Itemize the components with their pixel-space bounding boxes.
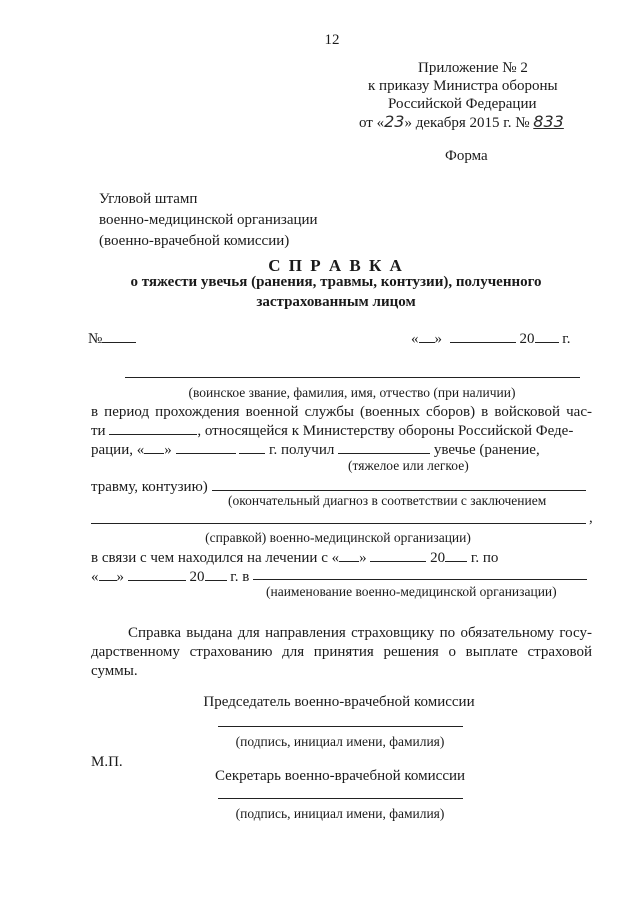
treatment-to-close: » [116, 569, 124, 585]
stamp-line-3: (военно-врачебной комиссии) [99, 233, 290, 249]
injury-type-label: увечье (ранение, [433, 442, 540, 458]
chairman-label: Председатель военно-врачебной комиссии [203, 694, 475, 710]
appendix-date-mid: » декабря 2015 г. № [404, 115, 530, 131]
year-prefix: 20 [519, 331, 535, 347]
year-blank [535, 330, 559, 343]
stamp-line-2: военно-медицинской организации [99, 212, 318, 228]
treatment-from-year-blank [445, 549, 467, 562]
chairman-signature-line [218, 726, 463, 727]
body-line-5-comma: , [589, 510, 593, 526]
military-unit-blank [109, 422, 197, 435]
injury-date-close: » [164, 442, 172, 458]
injury-month-blank [176, 441, 236, 454]
certificate-number-field [88, 330, 136, 349]
organization-blank-line [253, 579, 587, 580]
body-line-6 [91, 549, 498, 568]
secretary-signature-line [218, 798, 463, 799]
injury-date-open: рации, « [91, 442, 145, 458]
treatment-to-year-blank [205, 568, 227, 581]
day-blank [419, 330, 435, 343]
severity-blank [338, 441, 430, 454]
appendix-date-prefix: от « [359, 115, 385, 131]
treatment-to-open: « [91, 569, 99, 585]
caption-organization: (наименование военно-медицинской организации) [266, 584, 557, 599]
caption-vvk: (справкой) военно-медицинской организации) [205, 530, 471, 545]
page-number: 12 [324, 32, 340, 48]
treatment-place-label: г. в [230, 569, 250, 585]
caption-severity: (тяжелое или легкое) [348, 458, 469, 473]
certificate-date-field [411, 330, 570, 349]
seal-label: М.П. [91, 754, 123, 770]
appendix-line-2: к приказу Министра обороны [368, 78, 558, 94]
paragraph-line-2: дарственному страхованию для принятия решения о выплате страховой [91, 644, 592, 660]
number-blank [102, 330, 136, 343]
body-line-2-start: ти [91, 423, 106, 439]
year-suffix: г. [562, 331, 571, 347]
paragraph-line-3: суммы. [91, 663, 138, 679]
treatment-from-day-blank [339, 549, 359, 562]
caption-diagnosis: (окончательный диагноз в соответствии с заключением [228, 493, 547, 508]
paragraph-line-1: Справка выдана для направления страховщику по обязательному госу- [128, 625, 592, 641]
treatment-from-label: в связи с чем находился на лечении с « [91, 550, 340, 566]
month-blank [450, 330, 516, 343]
date-open-quote: « [411, 331, 419, 347]
treatment-from-close: » [359, 550, 367, 566]
treatment-from-month-blank [370, 549, 426, 562]
handwritten-day: 23 [384, 112, 405, 131]
person-blank-line [125, 377, 580, 378]
secretary-label: Секретарь военно-врачебной комиссии [214, 768, 466, 784]
body-line-2-end: , относящейся к Министерству обороны Российской Феде- [197, 423, 574, 439]
treatment-to-year-prefix: 20 [189, 569, 205, 585]
secretary-caption: (подпись, инициал имени, фамилия) [235, 806, 445, 821]
handwritten-order-number: 833 [533, 112, 564, 131]
treatment-to-day-blank [99, 568, 117, 581]
corner-stamp [99, 189, 318, 252]
treatment-from-year-prefix: 20 [430, 550, 446, 566]
body-line-4: травму, контузию) [91, 479, 208, 495]
body-line-1: в период прохождения военной службы (военных сборов) в войсковой час- [91, 404, 592, 420]
body-line-2 [91, 422, 573, 441]
appendix-line-3: Российской Федерации [388, 96, 537, 112]
number-label: № [88, 331, 103, 347]
chairman-caption: (подпись, инициал имени, фамилия) [235, 734, 445, 749]
caption-person: (воинское звание, фамилия, имя, отчество (при наличии) [188, 385, 516, 400]
diagnosis-blank-line [212, 490, 586, 491]
treatment-to-label: г. по [470, 550, 499, 566]
appendix-date-line [359, 112, 564, 133]
form-label: Форма [445, 148, 488, 164]
document-subtitle-2: застрахованным лицом [256, 294, 416, 310]
injury-received-label: г. получил [269, 442, 335, 458]
date-close-quote: » [434, 331, 442, 347]
treatment-to-month-blank [128, 568, 186, 581]
body-line-7 [91, 568, 249, 587]
stamp-line-1: Угловой штамп [99, 191, 198, 207]
injury-year-blank [239, 441, 265, 454]
diagnosis-blank-line-2 [91, 523, 586, 524]
document-title: С П Р А В К А [268, 256, 404, 275]
injury-day-blank [144, 441, 164, 454]
body-line-3 [91, 441, 540, 460]
document-subtitle-1: о тяжести увечья (ранения, травмы, контузии), полученного [130, 274, 542, 290]
appendix-line-1: Приложение № 2 [418, 60, 528, 76]
